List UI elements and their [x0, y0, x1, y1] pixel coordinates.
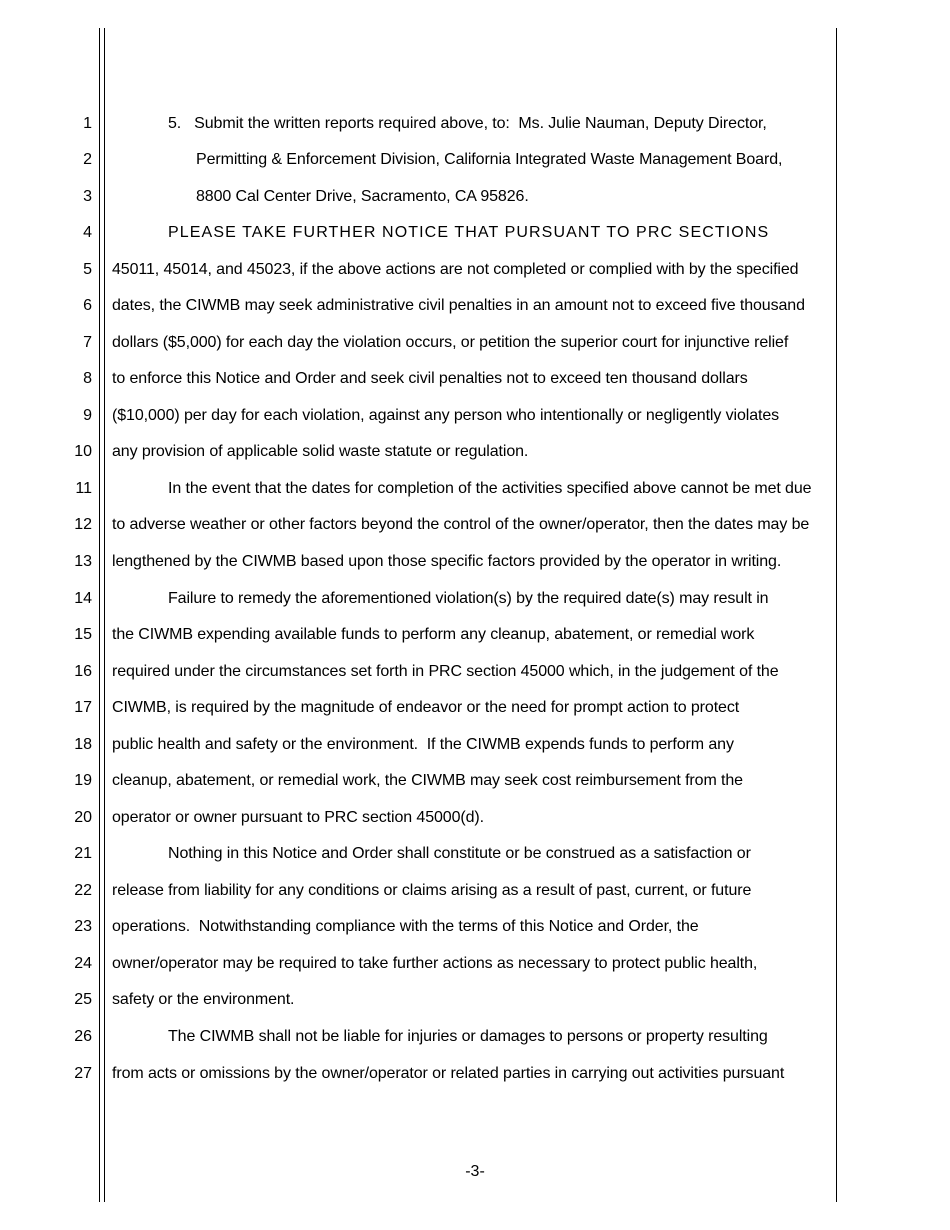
- body-text-line: to enforce this Notice and Order and seek civil penalties not to exceed ten thousand dollars: [112, 370, 748, 387]
- body-text-line: to adverse weather or other factors beyond the control of the owner/operator, then the dates may be: [112, 516, 810, 533]
- line-number: 1: [83, 115, 92, 132]
- body-text-line: lengthened by the CIWMB based upon those specific factors provided by the operator in writing.: [112, 553, 782, 570]
- line-number: 3: [83, 188, 92, 205]
- page-number: -3-: [465, 1163, 485, 1180]
- line-number: 5: [83, 261, 92, 278]
- notice-heading-line: PLEASE TAKE FURTHER NOTICE THAT PURSUANT TO PRC SECTIONS: [168, 224, 770, 241]
- body-text-line: any provision of applicable solid waste statute or regulation.: [112, 443, 529, 460]
- left-margin-rule-outer: [99, 28, 100, 1202]
- line-number: 17: [74, 699, 92, 716]
- line-number: 22: [74, 882, 92, 899]
- body-text-line: dates, the CIWMB may seek administrative civil penalties in an amount not to exceed five thousand: [112, 297, 805, 314]
- body-text-line: required under the circumstances set forth in PRC section 45000 which, in the judgement of the: [112, 663, 779, 680]
- left-margin-rule-inner: [104, 28, 105, 1202]
- line-number: 25: [74, 991, 92, 1008]
- body-text-line: the CIWMB expending available funds to perform any cleanup, abatement, or remedial work: [112, 626, 755, 643]
- body-text-line: public health and safety or the environment. If the CIWMB expends funds to perform any: [112, 736, 734, 753]
- body-text-line: ($10,000) per day for each violation, against any person who intentionally or negligently violates: [112, 407, 780, 424]
- line-number: 24: [74, 955, 92, 972]
- list-item-continuation: Permitting & Enforcement Division, California Integrated Waste Management Board,: [196, 151, 783, 168]
- body-text-line: cleanup, abatement, or remedial work, the CIWMB may seek cost reimbursement from the: [112, 772, 743, 789]
- line-number: 16: [74, 663, 92, 680]
- paragraph-first-line: The CIWMB shall not be liable for injuries or damages to persons or property resulting: [168, 1028, 768, 1045]
- body-text-line: 45011, 45014, and 45023, if the above actions are not completed or complied with by the specified: [112, 261, 799, 278]
- body-text-line: owner/operator may be required to take further actions as necessary to protect public health,: [112, 955, 758, 972]
- body-text-line: CIWMB, is required by the magnitude of endeavor or the need for prompt action to protect: [112, 699, 740, 716]
- line-number: 13: [74, 553, 92, 570]
- line-number: 2: [83, 151, 92, 168]
- line-number: 12: [74, 516, 92, 533]
- line-number: 14: [74, 590, 92, 607]
- list-item-continuation: 8800 Cal Center Drive, Sacramento, CA 95826.: [196, 188, 529, 205]
- body-text-line: from acts or omissions by the owner/operator or related parties in carrying out activities pursuant: [112, 1065, 785, 1082]
- paragraph-first-line: Failure to remedy the aforementioned violation(s) by the required date(s) may result in: [168, 590, 769, 607]
- line-number: 6: [83, 297, 92, 314]
- line-number: 27: [74, 1065, 92, 1082]
- body-text-line: operator or owner pursuant to PRC section 45000(d).: [112, 809, 484, 826]
- line-number: 8: [83, 370, 92, 387]
- line-number: 9: [83, 407, 92, 424]
- paragraph-first-line: Nothing in this Notice and Order shall constitute or be construed as a satisfaction or: [168, 845, 751, 862]
- line-number: 21: [74, 845, 92, 862]
- body-text-line: release from liability for any conditions or claims arising as a result of past, current, or future: [112, 882, 752, 899]
- line-number: 23: [74, 918, 92, 935]
- body-text-line: operations. Notwithstanding compliance with the terms of this Notice and Order, the: [112, 918, 699, 935]
- line-number: 26: [74, 1028, 92, 1045]
- line-number: 18: [74, 736, 92, 753]
- line-number: 20: [74, 809, 92, 826]
- line-number: 15: [74, 626, 92, 643]
- line-number: 10: [74, 443, 92, 460]
- paragraph-first-line: In the event that the dates for completion of the activities specified above cannot be met due: [168, 480, 812, 497]
- line-number: 19: [74, 772, 92, 789]
- list-item-text: 5. Submit the written reports required above, to: Ms. Julie Nauman, Deputy Director,: [168, 115, 767, 132]
- line-number: 7: [83, 334, 92, 351]
- line-number: 11: [75, 480, 92, 497]
- body-text-line: dollars ($5,000) for each day the violation occurs, or petition the superior court for injunctive relief: [112, 334, 789, 351]
- line-number: 4: [83, 224, 92, 241]
- body-text-line: safety or the environment.: [112, 991, 295, 1008]
